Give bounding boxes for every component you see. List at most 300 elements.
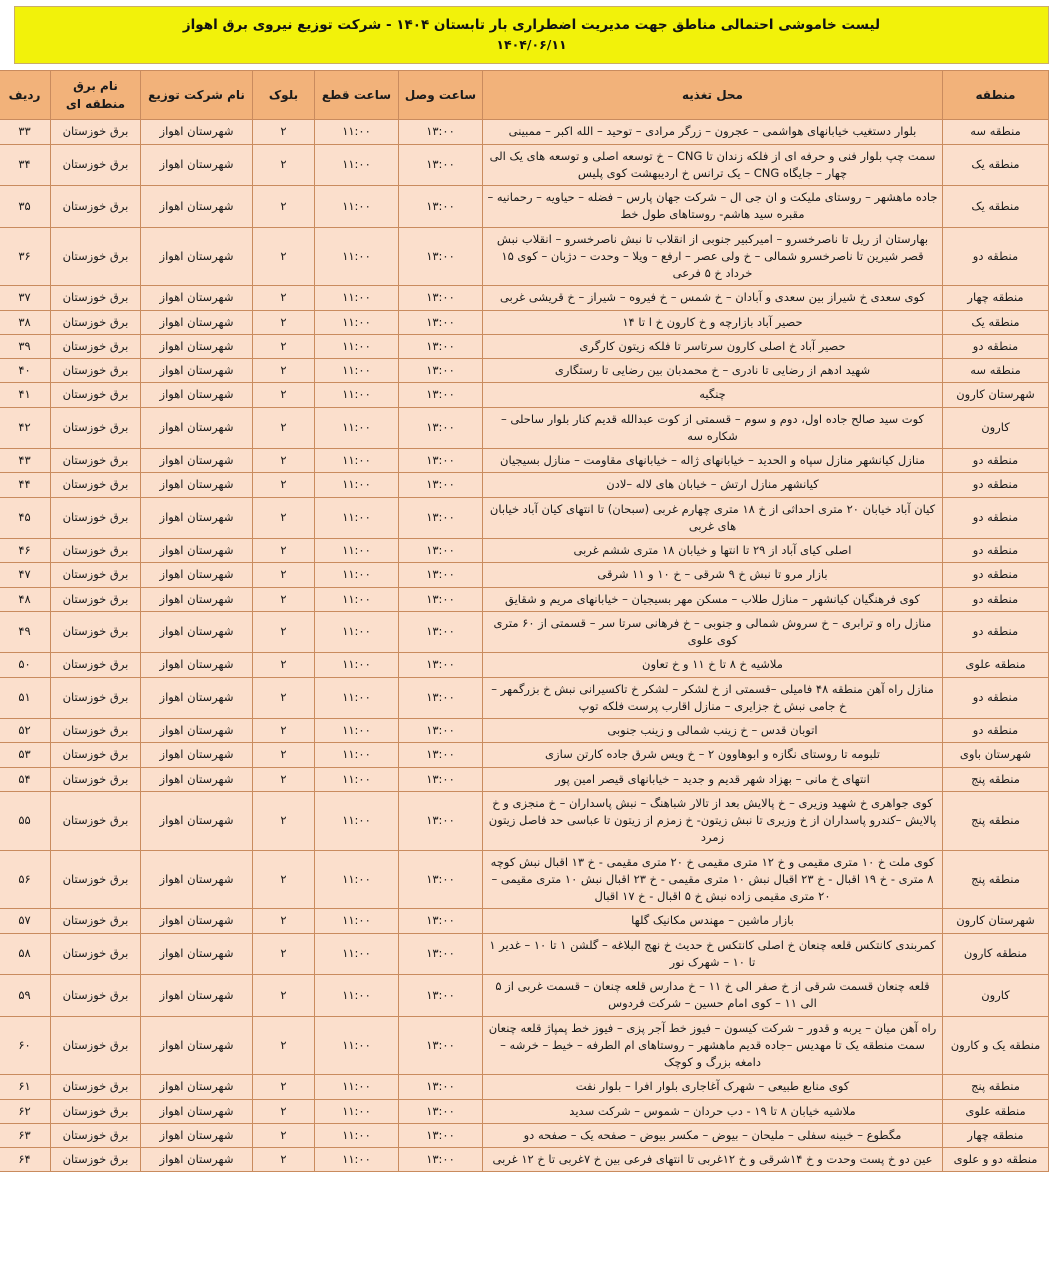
cell-regional: برق خوزستان — [51, 407, 141, 449]
cell-region: منطقه پنج — [943, 791, 1049, 850]
cell-off-time: ۱۱:۰۰ — [315, 449, 399, 473]
cell-region: منطقه دو — [943, 563, 1049, 587]
table-row — [0, 791, 1049, 850]
cell-feed: کمربندی کانتکس قلعه چنعان خ اصلی کانتکس خ حدیث خ نهج البلاغه – گلشن ۱ تا ۱۰ – غدیر ۱ تا ۱۰ – شهرک نور — [483, 933, 943, 975]
cell-region: منطقه دو — [943, 334, 1049, 358]
cell-off-time: ۱۱:۰۰ — [315, 227, 399, 286]
cell-company: شهرستان اهواز — [141, 227, 253, 286]
cell-company: شهرستان اهواز — [141, 611, 253, 653]
cell-feed: انتهای خ مانی – بهزاد شهر قدیم و جدید – خیابانهای قیصر امین پور — [483, 767, 943, 791]
cell-feed: چنگیه — [483, 383, 943, 407]
cell-block: ۲ — [253, 611, 315, 653]
cell-region: منطقه دو — [943, 587, 1049, 611]
cell-feed: منازل کیانشهر منازل سپاه و الحدید – خیابانهای ژاله – خیابانهای مقاومت – منازل بسیجیان — [483, 449, 943, 473]
cell-block: ۲ — [253, 539, 315, 563]
column-header-feed: محل تغذیه — [483, 71, 943, 120]
cell-regional: برق خوزستان — [51, 1123, 141, 1147]
cell-on-time: ۱۳:۰۰ — [399, 359, 483, 383]
table-row — [0, 383, 1049, 407]
cell-row-number: ۶۳ — [0, 1123, 51, 1147]
cell-regional: برق خوزستان — [51, 473, 141, 497]
cell-row-number: ۵۷ — [0, 909, 51, 933]
cell-company: شهرستان اهواز — [141, 334, 253, 358]
table-row — [0, 144, 1049, 186]
cell-feed: منازل راه و ترابری – خ سروش شمالی و جنوبی – خ فرهانی سرتا سر – قسمتی از ۶۰ متری کوی علوی — [483, 611, 943, 653]
column-header-off-time: ساعت قطع — [315, 71, 399, 120]
cell-off-time: ۱۱:۰۰ — [315, 933, 399, 975]
table-row — [0, 1075, 1049, 1099]
cell-company: شهرستان اهواز — [141, 120, 253, 144]
cell-off-time: ۱۱:۰۰ — [315, 186, 399, 228]
cell-block: ۲ — [253, 1148, 315, 1172]
cell-block: ۲ — [253, 473, 315, 497]
cell-feed: بازار مرو تا نبش خ ۹ شرقی – خ ۱۰ و ۱۱ شرقی — [483, 563, 943, 587]
table-row — [0, 310, 1049, 334]
cell-on-time: ۱۳:۰۰ — [399, 286, 483, 310]
cell-feed: حصیر آباد خ اصلی کارون سرتاسر تا فلکه زیتون کارگری — [483, 334, 943, 358]
cell-company: شهرستان اهواز — [141, 497, 253, 539]
cell-on-time: ۱۳:۰۰ — [399, 909, 483, 933]
cell-block: ۲ — [253, 1016, 315, 1075]
cell-feed: قلعه چنعان قسمت شرقی از خ صفر الی خ ۱۱ – خ مدارس قلعه چنعان – قسمت غربی از ۵ الی ۱۱ – کوی امام حسین – شرکت فردوس — [483, 975, 943, 1017]
cell-row-number: ۵۰ — [0, 653, 51, 677]
cell-feed: سمت چپ بلوار فنی و حرفه ای از فلکه زندان تا CNG – خ توسعه اصلی و توسعه های یک الی چهار – جایگاه CNG – یک ترانس خ اردیبهشت کوی پلیس — [483, 144, 943, 186]
cell-feed: کیان آباد خیابان ۲۰ متری احداثی از خ ۱۸ متری چهارم غربی (سبحان) تا انتهای کیان آباد خیابان های غربی — [483, 497, 943, 539]
cell-region: شهرستان باوی — [943, 743, 1049, 767]
table-row — [0, 359, 1049, 383]
cell-region: منطقه دو — [943, 677, 1049, 719]
cell-block: ۲ — [253, 144, 315, 186]
cell-feed: جاده ماهشهر – روستای ملیکت و ان جی ال – شرکت جهان پارس – فضله – حیاویه – رحمانیه – مقبره سید هاشم- روستاهای طول خط — [483, 186, 943, 228]
cell-region: منطقه سه — [943, 359, 1049, 383]
cell-on-time: ۱۳:۰۰ — [399, 539, 483, 563]
cell-block: ۲ — [253, 850, 315, 909]
cell-region: منطقه دو و علوی — [943, 1148, 1049, 1172]
cell-on-time: ۱۳:۰۰ — [399, 975, 483, 1017]
cell-on-time: ۱۳:۰۰ — [399, 1123, 483, 1147]
table-header-row — [0, 71, 1049, 120]
cell-company: شهرستان اهواز — [141, 850, 253, 909]
cell-regional: برق خوزستان — [51, 186, 141, 228]
cell-off-time: ۱۱:۰۰ — [315, 1075, 399, 1099]
cell-feed: تلبومه تا روستای نگازه و ابوهاوون ۲ – خ ویس شرق جاده کارتن سازی — [483, 743, 943, 767]
cell-on-time: ۱۳:۰۰ — [399, 850, 483, 909]
cell-regional: برق خوزستان — [51, 933, 141, 975]
cell-block: ۲ — [253, 1075, 315, 1099]
table-row — [0, 407, 1049, 449]
table-row — [0, 1123, 1049, 1147]
cell-region: منطقه چهار — [943, 286, 1049, 310]
cell-regional: برق خوزستان — [51, 1099, 141, 1123]
cell-region: منطقه دو — [943, 497, 1049, 539]
table-row — [0, 909, 1049, 933]
cell-company: شهرستان اهواز — [141, 653, 253, 677]
table-row — [0, 587, 1049, 611]
cell-on-time: ۱۳:۰۰ — [399, 497, 483, 539]
cell-feed: عین دو خ پست وحدت و خ ۱۴شرقی و خ ۱۲غربی تا انتهای فرعی بین خ ۷غربی تا خ ۱۲ غربی — [483, 1148, 943, 1172]
cell-company: شهرستان اهواز — [141, 563, 253, 587]
cell-block: ۲ — [253, 587, 315, 611]
cell-on-time: ۱۳:۰۰ — [399, 791, 483, 850]
cell-company: شهرستان اهواز — [141, 407, 253, 449]
table-row — [0, 1099, 1049, 1123]
cell-row-number: ۶۱ — [0, 1075, 51, 1099]
table-row — [0, 1016, 1049, 1075]
cell-off-time: ۱۱:۰۰ — [315, 286, 399, 310]
cell-regional: برق خوزستان — [51, 563, 141, 587]
cell-company: شهرستان اهواز — [141, 743, 253, 767]
cell-off-time: ۱۱:۰۰ — [315, 1099, 399, 1123]
table-row — [0, 286, 1049, 310]
cell-regional: برق خوزستان — [51, 227, 141, 286]
cell-off-time: ۱۱:۰۰ — [315, 653, 399, 677]
cell-off-time: ۱۱:۰۰ — [315, 1123, 399, 1147]
cell-company: شهرستان اهواز — [141, 449, 253, 473]
cell-off-time: ۱۱:۰۰ — [315, 144, 399, 186]
cell-company: شهرستان اهواز — [141, 286, 253, 310]
cell-row-number: ۴۹ — [0, 611, 51, 653]
cell-feed: مگطوع – خبینه سفلی – ملیحان – بیوض – مکسر بیوض – صفحه یک – صفحه دو — [483, 1123, 943, 1147]
cell-regional: برق خوزستان — [51, 310, 141, 334]
cell-region: منطقه یک — [943, 144, 1049, 186]
cell-company: شهرستان اهواز — [141, 473, 253, 497]
cell-regional: برق خوزستان — [51, 286, 141, 310]
cell-regional: برق خوزستان — [51, 497, 141, 539]
table-row — [0, 334, 1049, 358]
cell-row-number: ۵۶ — [0, 850, 51, 909]
table-row — [0, 611, 1049, 653]
document-title-banner — [14, 6, 1049, 64]
cell-regional: برق خوزستان — [51, 611, 141, 653]
cell-off-time: ۱۱:۰۰ — [315, 120, 399, 144]
cell-feed: اتوبان قدس – خ زینب شمالی و زینب جنوبی — [483, 719, 943, 743]
cell-row-number: ۴۶ — [0, 539, 51, 563]
cell-off-time: ۱۱:۰۰ — [315, 383, 399, 407]
cell-off-time: ۱۱:۰۰ — [315, 473, 399, 497]
cell-regional: برق خوزستان — [51, 383, 141, 407]
table-row — [0, 497, 1049, 539]
cell-off-time: ۱۱:۰۰ — [315, 743, 399, 767]
cell-regional: برق خوزستان — [51, 677, 141, 719]
outage-table — [0, 70, 1049, 1172]
cell-company: شهرستان اهواز — [141, 587, 253, 611]
cell-company: شهرستان اهواز — [141, 1075, 253, 1099]
cell-row-number: ۵۱ — [0, 677, 51, 719]
cell-company: شهرستان اهواز — [141, 975, 253, 1017]
cell-row-number: ۶۲ — [0, 1099, 51, 1123]
cell-regional: برق خوزستان — [51, 850, 141, 909]
cell-region: منطقه دو — [943, 449, 1049, 473]
cell-off-time: ۱۱:۰۰ — [315, 611, 399, 653]
cell-off-time: ۱۱:۰۰ — [315, 407, 399, 449]
cell-regional: برق خوزستان — [51, 767, 141, 791]
cell-row-number: ۳۸ — [0, 310, 51, 334]
cell-off-time: ۱۱:۰۰ — [315, 850, 399, 909]
cell-region: منطقه کارون — [943, 933, 1049, 975]
cell-regional: برق خوزستان — [51, 719, 141, 743]
cell-on-time: ۱۳:۰۰ — [399, 1075, 483, 1099]
table-row — [0, 539, 1049, 563]
cell-feed: کوی ملت خ ۱۰ متری مقیمی و خ ۱۲ متری مقیمی خ ۲۰ متری مقیمی - خ ۱۳ اقبال نبش کوچه ۸ متری - خ ۱۹ اقبال - خ ۲۳ اقبال نبش ۱۰ متری مقیمی - خ ۲۳ اقبال نبش ۱۰ متری مقیمی – ۲۰ متری مقیمی زاده نبش خ ۵ اقبال - خ ۱۷ اقبال — [483, 850, 943, 909]
cell-company: شهرستان اهواز — [141, 719, 253, 743]
cell-on-time: ۱۳:۰۰ — [399, 563, 483, 587]
cell-on-time: ۱۳:۰۰ — [399, 449, 483, 473]
cell-on-time: ۱۳:۰۰ — [399, 933, 483, 975]
cell-off-time: ۱۱:۰۰ — [315, 975, 399, 1017]
cell-block: ۲ — [253, 653, 315, 677]
cell-block: ۲ — [253, 933, 315, 975]
cell-on-time: ۱۳:۰۰ — [399, 473, 483, 497]
cell-region: منطقه سه — [943, 120, 1049, 144]
cell-on-time: ۱۳:۰۰ — [399, 1099, 483, 1123]
cell-feed: بازار ماشین – مهندس مکانیک گلها — [483, 909, 943, 933]
cell-feed: ملاشیه خیابان ۸ تا ۱۹ - دب حردان – شموس – شرکت سدید — [483, 1099, 943, 1123]
cell-region: منطقه پنج — [943, 767, 1049, 791]
cell-feed: شهید ادهم از رضایی تا نادری – خ محمدبان بین رضایی تا رستگاری — [483, 359, 943, 383]
cell-off-time: ۱۱:۰۰ — [315, 310, 399, 334]
cell-regional: برق خوزستان — [51, 449, 141, 473]
column-header-on-time: ساعت وصل — [399, 71, 483, 120]
cell-feed: بهارستان از ریل تا ناصرخسرو – امیرکبیر جنوبی از انقلاب تا نبش ناصرخسرو – انقلاب نبش قصر شیرین تا ناصرخسرو شمالی – خ ولی عصر – ارفع – ویلا – وحدت – دژبان – کوی ۱۵ خرداد خ ۵ فرعی — [483, 227, 943, 286]
table-row — [0, 473, 1049, 497]
page-title: لیست خاموشی احتمالی مناطق جهت مدیریت اضطراری بار تابستان ۱۴۰۴ - شرکت توزیع نیروی برق اهواز — [182, 17, 881, 33]
cell-regional: برق خوزستان — [51, 120, 141, 144]
cell-row-number: ۳۵ — [0, 186, 51, 228]
cell-on-time: ۱۳:۰۰ — [399, 383, 483, 407]
cell-block: ۲ — [253, 791, 315, 850]
cell-block: ۲ — [253, 286, 315, 310]
cell-off-time: ۱۱:۰۰ — [315, 677, 399, 719]
cell-off-time: ۱۱:۰۰ — [315, 1016, 399, 1075]
table-row — [0, 719, 1049, 743]
cell-row-number: ۶۰ — [0, 1016, 51, 1075]
cell-row-number: ۵۲ — [0, 719, 51, 743]
cell-company: شهرستان اهواز — [141, 933, 253, 975]
cell-company: شهرستان اهواز — [141, 144, 253, 186]
cell-region: منطقه دو — [943, 227, 1049, 286]
cell-off-time: ۱۱:۰۰ — [315, 359, 399, 383]
cell-on-time: ۱۳:۰۰ — [399, 743, 483, 767]
cell-region: منطقه یک — [943, 310, 1049, 334]
cell-on-time: ۱۳:۰۰ — [399, 587, 483, 611]
cell-on-time: ۱۳:۰۰ — [399, 334, 483, 358]
cell-company: شهرستان اهواز — [141, 767, 253, 791]
cell-company: شهرستان اهواز — [141, 186, 253, 228]
table-row — [0, 653, 1049, 677]
cell-region: منطقه یک و کارون — [943, 1016, 1049, 1075]
cell-block: ۲ — [253, 767, 315, 791]
cell-region: منطقه پنج — [943, 850, 1049, 909]
cell-row-number: ۳۳ — [0, 120, 51, 144]
cell-feed: کوت سید صالح جاده اول، دوم و سوم – قسمتی از کوت عبدالله قدیم کنار بلوار ساحلی – شکاره سه — [483, 407, 943, 449]
column-header-regional: نام برق منطقه ای — [51, 71, 141, 120]
cell-regional: برق خوزستان — [51, 1148, 141, 1172]
cell-row-number: ۴۲ — [0, 407, 51, 449]
cell-row-number: ۳۶ — [0, 227, 51, 286]
cell-block: ۲ — [253, 383, 315, 407]
document-date: ۱۴۰۴/۰۶/۱۱ — [496, 36, 567, 52]
cell-company: شهرستان اهواز — [141, 1099, 253, 1123]
cell-row-number: ۶۴ — [0, 1148, 51, 1172]
cell-company: شهرستان اهواز — [141, 791, 253, 850]
cell-on-time: ۱۳:۰۰ — [399, 144, 483, 186]
table-row — [0, 227, 1049, 286]
cell-region: شهرستان کارون — [943, 909, 1049, 933]
table-row — [0, 186, 1049, 228]
column-header-row-number: ردیف — [0, 71, 51, 120]
cell-off-time: ۱۱:۰۰ — [315, 563, 399, 587]
cell-off-time: ۱۱:۰۰ — [315, 539, 399, 563]
cell-row-number: ۴۱ — [0, 383, 51, 407]
table-row — [0, 563, 1049, 587]
table-row — [0, 449, 1049, 473]
cell-row-number: ۴۸ — [0, 587, 51, 611]
cell-block: ۲ — [253, 677, 315, 719]
cell-row-number: ۵۸ — [0, 933, 51, 975]
cell-on-time: ۱۳:۰۰ — [399, 120, 483, 144]
column-header-region: منطقه — [943, 71, 1049, 120]
cell-block: ۲ — [253, 120, 315, 144]
cell-feed: کیانشهر منازل ارتش – خیابان های لاله –لادن — [483, 473, 943, 497]
cell-on-time: ۱۳:۰۰ — [399, 611, 483, 653]
cell-row-number: ۵۹ — [0, 975, 51, 1017]
cell-row-number: ۵۳ — [0, 743, 51, 767]
cell-feed: راه آهن میان – یربه و قدور – شرکت کیسون – فیوز خط آجر پزی – فیوز خط پمپاژ قلعه چنعان سمت منطقه یک تا مهدیس –جاده قدیم ماهشهر – روستاهای ام الطرفه – خیط – خرشه – دامغه بزرگ و کوچک — [483, 1016, 943, 1075]
cell-regional: برق خوزستان — [51, 539, 141, 563]
cell-row-number: ۴۴ — [0, 473, 51, 497]
cell-company: شهرستان اهواز — [141, 909, 253, 933]
cell-off-time: ۱۱:۰۰ — [315, 791, 399, 850]
cell-off-time: ۱۱:۰۰ — [315, 909, 399, 933]
cell-on-time: ۱۳:۰۰ — [399, 227, 483, 286]
cell-off-time: ۱۱:۰۰ — [315, 587, 399, 611]
cell-region: منطقه دو — [943, 539, 1049, 563]
cell-block: ۲ — [253, 1123, 315, 1147]
cell-on-time: ۱۳:۰۰ — [399, 1148, 483, 1172]
cell-feed: کوی فرهنگیان کیانشهر – منازل طلاب – مسکن مهر بسیجیان – خیابانهای مریم و شقایق — [483, 587, 943, 611]
cell-off-time: ۱۱:۰۰ — [315, 719, 399, 743]
cell-region: کارون — [943, 975, 1049, 1017]
cell-feed: اصلی کیای آباد از ۲۹ تا انتها و خیابان ۱۸ متری ششم غربی — [483, 539, 943, 563]
cell-on-time: ۱۳:۰۰ — [399, 1016, 483, 1075]
cell-off-time: ۱۱:۰۰ — [315, 1148, 399, 1172]
cell-regional: برق خوزستان — [51, 1016, 141, 1075]
table-row — [0, 120, 1049, 144]
cell-feed: ملاشیه خ ۸ تا خ ۱۱ و خ تعاون — [483, 653, 943, 677]
cell-regional: برق خوزستان — [51, 359, 141, 383]
cell-block: ۲ — [253, 1099, 315, 1123]
cell-regional: برق خوزستان — [51, 144, 141, 186]
cell-region: کارون — [943, 407, 1049, 449]
cell-regional: برق خوزستان — [51, 653, 141, 677]
cell-block: ۲ — [253, 186, 315, 228]
cell-regional: برق خوزستان — [51, 1075, 141, 1099]
cell-block: ۲ — [253, 334, 315, 358]
cell-on-time: ۱۳:۰۰ — [399, 677, 483, 719]
cell-region: منطقه دو — [943, 611, 1049, 653]
cell-region: منطقه دو — [943, 473, 1049, 497]
cell-block: ۲ — [253, 497, 315, 539]
cell-regional: برق خوزستان — [51, 975, 141, 1017]
table-row — [0, 975, 1049, 1017]
cell-region: منطقه علوی — [943, 653, 1049, 677]
cell-on-time: ۱۳:۰۰ — [399, 310, 483, 334]
cell-company: شهرستان اهواز — [141, 383, 253, 407]
table-row — [0, 933, 1049, 975]
cell-row-number: ۳۹ — [0, 334, 51, 358]
table-row — [0, 850, 1049, 909]
cell-block: ۲ — [253, 449, 315, 473]
cell-on-time: ۱۳:۰۰ — [399, 653, 483, 677]
cell-on-time: ۱۳:۰۰ — [399, 719, 483, 743]
cell-region: منطقه پنج — [943, 1075, 1049, 1099]
cell-on-time: ۱۳:۰۰ — [399, 767, 483, 791]
cell-block: ۲ — [253, 719, 315, 743]
cell-regional: برق خوزستان — [51, 791, 141, 850]
cell-company: شهرستان اهواز — [141, 1123, 253, 1147]
cell-feed: کوی سعدی خ شیراز بین سعدی و آبادان – خ شمس – خ فیروه – شیراز – خ قریشی غربی — [483, 286, 943, 310]
cell-regional: برق خوزستان — [51, 587, 141, 611]
cell-off-time: ۱۱:۰۰ — [315, 767, 399, 791]
cell-region: شهرستان کارون — [943, 383, 1049, 407]
cell-region: منطقه دو — [943, 719, 1049, 743]
cell-row-number: ۳۴ — [0, 144, 51, 186]
cell-row-number: ۵۴ — [0, 767, 51, 791]
cell-off-time: ۱۱:۰۰ — [315, 497, 399, 539]
column-header-company: نام شرکت توزیع — [141, 71, 253, 120]
table-row — [0, 677, 1049, 719]
cell-company: شهرستان اهواز — [141, 359, 253, 383]
cell-block: ۲ — [253, 743, 315, 767]
cell-feed: منازل راه آهن منطقه ۴۸ فامیلی –قسمتی از خ لشکر – لشکر خ تاکسیرانی نبش خ بزرگمهر – خ جامی نبش خ جزایری – منازل اقارب پرست فلکه توپ — [483, 677, 943, 719]
cell-feed: حصیر آباد بازارچه و خ کارون خ ا تا ۱۴ — [483, 310, 943, 334]
cell-row-number: ۳۷ — [0, 286, 51, 310]
cell-region: منطقه یک — [943, 186, 1049, 228]
cell-row-number: ۴۰ — [0, 359, 51, 383]
cell-on-time: ۱۳:۰۰ — [399, 186, 483, 228]
cell-block: ۲ — [253, 359, 315, 383]
cell-region: منطقه چهار — [943, 1123, 1049, 1147]
table-body — [0, 120, 1049, 1172]
cell-feed: کوی منابع طبیعی – شهرک آغاجاری بلوار افرا – بلوار نفت — [483, 1075, 943, 1099]
cell-company: شهرستان اهواز — [141, 677, 253, 719]
cell-company: شهرستان اهواز — [141, 539, 253, 563]
cell-block: ۲ — [253, 563, 315, 587]
cell-company: شهرستان اهواز — [141, 310, 253, 334]
cell-block: ۲ — [253, 975, 315, 1017]
cell-company: شهرستان اهواز — [141, 1016, 253, 1075]
cell-feed: بلوار دستغیب خیابانهای هواشمی – عجرون – زرگر مرادی – توحید – الله اکبر – ممبینی — [483, 120, 943, 144]
cell-on-time: ۱۳:۰۰ — [399, 407, 483, 449]
table-row — [0, 1148, 1049, 1172]
cell-region: منطقه علوی — [943, 1099, 1049, 1123]
cell-row-number: ۴۵ — [0, 497, 51, 539]
cell-regional: برق خوزستان — [51, 743, 141, 767]
cell-regional: برق خوزستان — [51, 909, 141, 933]
table-row — [0, 767, 1049, 791]
cell-block: ۲ — [253, 407, 315, 449]
cell-company: شهرستان اهواز — [141, 1148, 253, 1172]
cell-block: ۲ — [253, 310, 315, 334]
cell-row-number: ۵۵ — [0, 791, 51, 850]
column-header-block: بلوک — [253, 71, 315, 120]
table-row — [0, 743, 1049, 767]
cell-off-time: ۱۱:۰۰ — [315, 334, 399, 358]
cell-block: ۲ — [253, 909, 315, 933]
cell-block: ۲ — [253, 227, 315, 286]
cell-row-number: ۴۷ — [0, 563, 51, 587]
cell-feed: کوی جواهری خ شهید وزیری – خ پالایش بعد از تالار شباهنگ – نبش پاسداران – خ منجزی و خ پالایش –کندرو پاسداران از خ وزیری تا نبش زیتون- خ زمزم از زیتون تا عباسی حد فاصل زیتون زمرد — [483, 791, 943, 850]
